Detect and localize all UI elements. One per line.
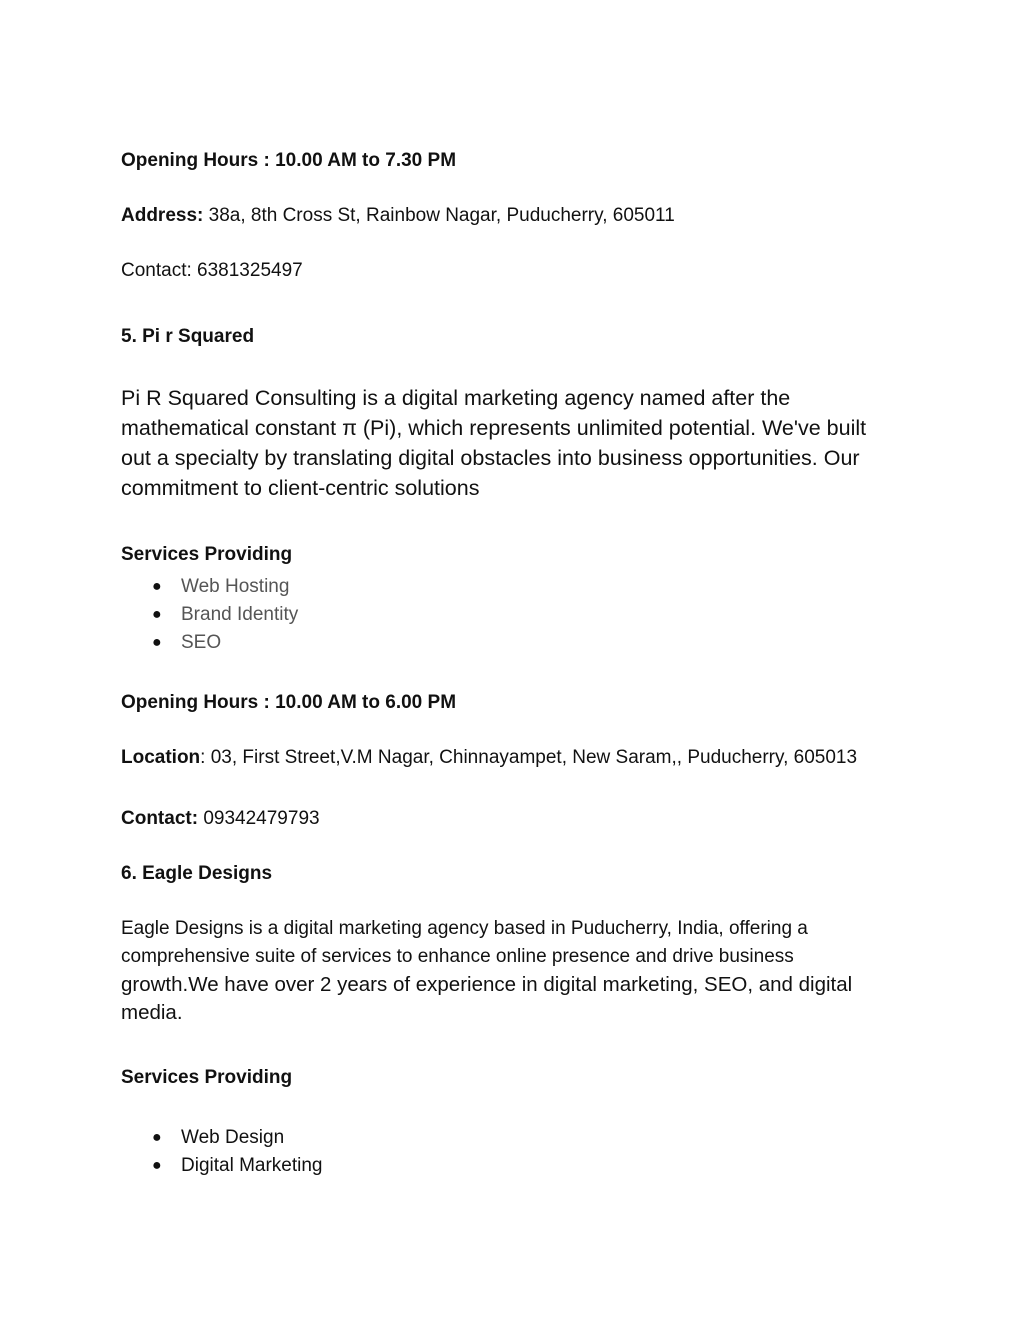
- list-item: [150, 629, 298, 657]
- address-label: Address:: [121, 205, 204, 226]
- contact-line-5: [121, 807, 320, 831]
- section-6-services-heading: Services Providing: [121, 1067, 293, 1088]
- list-item: [150, 601, 298, 629]
- bullet-icon: ●: [152, 634, 162, 651]
- list-item: [150, 573, 298, 601]
- section-6-services-list: [150, 1124, 323, 1180]
- location-line: [121, 746, 857, 770]
- contact-line-1: Contact: 6381325497: [121, 260, 303, 281]
- section-5-services-list: [150, 573, 298, 657]
- section-6-description-line: Eagle Designs is a digital marketing agency based in Puducherry, India, offering a: [121, 918, 808, 939]
- opening-hours-1: Opening Hours : 10.00 AM to 7.30 PM: [121, 150, 457, 171]
- bullet-icon: ●: [152, 1129, 162, 1146]
- location-label: Location: [121, 747, 201, 768]
- service-label: Digital Marketing: [181, 1155, 323, 1176]
- service-label: Web Hosting: [181, 576, 290, 597]
- bullet-icon: ●: [152, 1157, 162, 1174]
- list-item: [150, 1124, 323, 1152]
- section-5-services-heading: Services Providing: [121, 544, 293, 565]
- location-value: : 03, First Street,V.M Nagar, Chinnayampet, New Saram,, Puducherry, 605013: [200, 747, 858, 768]
- section-5-description-line: commitment to client-centric solutions: [121, 476, 480, 500]
- contact-label: Contact:: [121, 808, 199, 829]
- list-item: [150, 1152, 323, 1180]
- service-label: Web Design: [181, 1127, 285, 1148]
- section-5-description-line: out a specialty by translating digital obstacles into business opportunities. Our: [121, 446, 860, 470]
- bullet-icon: ●: [152, 606, 162, 623]
- address-line: [121, 204, 675, 228]
- section-6-description-line: growth.We have over 2 years of experience in digital marketing, SEO, and digital: [121, 973, 853, 996]
- service-label: Brand Identity: [181, 604, 299, 625]
- address-value: 38a, 8th Cross St, Rainbow Nagar, Puducherry, 605011: [203, 205, 675, 226]
- section-5-description-line: Pi R Squared Consulting is a digital marketing agency named after the: [121, 386, 791, 410]
- opening-hours-5: Opening Hours : 10.00 AM to 6.00 PM: [121, 692, 457, 713]
- contact-value: 09342479793: [198, 808, 320, 829]
- service-label: SEO: [181, 632, 222, 653]
- section-6-description: [121, 915, 852, 1027]
- section-5-description: [121, 383, 866, 503]
- section-6-description-line: media.: [121, 1001, 183, 1024]
- bullet-icon: ●: [152, 578, 162, 595]
- section-6-description-line: comprehensive suite of services to enhance online presence and drive business: [121, 946, 794, 967]
- section-5-description-line: mathematical constant π (Pi), which represents unlimited potential. We've built: [121, 416, 867, 440]
- section-5-heading: 5. Pi r Squared: [121, 326, 255, 347]
- section-6-heading: 6. Eagle Designs: [121, 863, 273, 884]
